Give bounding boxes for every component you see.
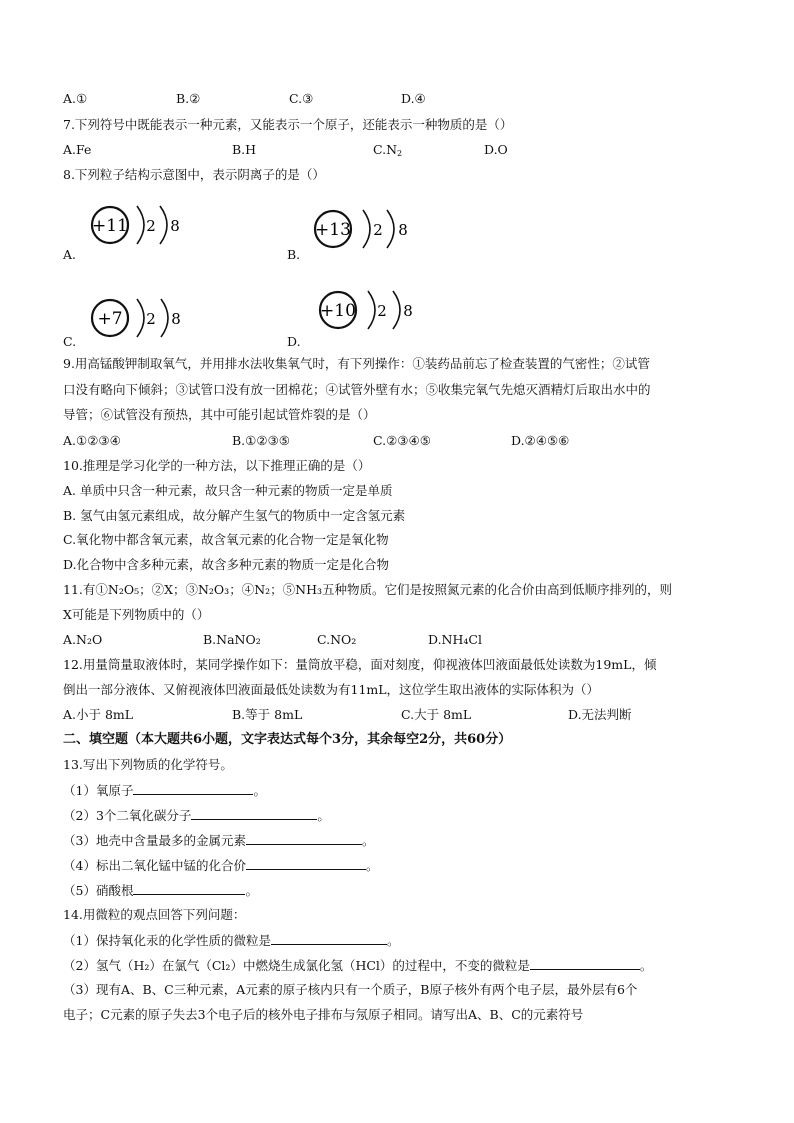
q6-option-b: B.②: [176, 91, 201, 106]
q10-option-b: B. 氢气由氢元素组成，故分解产生氢气的物质中一定含氢元素: [63, 508, 406, 523]
q11-line-2: X可能是下列物质中的（）: [63, 607, 210, 622]
shell-electron-count: 2: [146, 217, 156, 235]
q11-option-c: C.NO₂: [317, 632, 357, 647]
q7-option-c: $C.N_2$: [373, 142, 403, 158]
q14-item-1: （1）保持氧化汞的化学性质的微粒是 。: [63, 933, 400, 948]
q9-option-b: B.①②③⑤: [232, 433, 290, 448]
answer-blank[interactable]: [191, 806, 317, 820]
q7-option-a: A.Fe: [63, 142, 92, 157]
q9-line-1: 9.用高锰酸钾制取氧气，并用排水法收集氧气时，有下列操作：①装药品前忘了检查装置的气密性；②试管: [63, 356, 650, 371]
q10-option-a: A. 单质中只含一种元素，故只含一种元素的物质一定是单质: [63, 483, 393, 498]
q14-item-3-line-1: （3）现有A、B、C三种元素，A元素的原子核内只有一个质子，B原子核外有两个电子层，最外层有6个: [63, 982, 638, 997]
q12-option-a: A.小于 8mL: [63, 707, 134, 722]
q8-diagram-b-label: B.: [287, 247, 301, 262]
shell-electron-count: 2: [146, 310, 156, 328]
q12-line-2: 倒出一部分液体、又俯视液体凹液面最低处读数为有11mL，这位学生取出液体的实际体积为（）: [63, 682, 600, 697]
q10-stem: 10.推理是学习化学的一种方法，以下推理正确的是（）: [63, 458, 371, 473]
q9-option-d: D.②④⑤⑥: [511, 433, 570, 448]
shell-electron-count: 2: [377, 302, 387, 320]
q8-diagram-c-label: C.: [63, 334, 77, 349]
q13-item-2: （2）3个二氧化碳分子 。: [63, 808, 330, 823]
electron-shell-arc: [363, 210, 370, 248]
q13-item-3: （3）地壳中含量最多的金属元素 。: [63, 833, 375, 848]
electron-shell-arc: [387, 210, 394, 248]
q13-item-4: （4）标出二氧化锰中锰的化合价 。: [63, 858, 379, 873]
shell-electron-count: 8: [398, 221, 408, 239]
electron-shell-arc: [161, 299, 168, 337]
nucleus-charge: +10: [320, 301, 356, 321]
electron-shell-arc: [368, 291, 375, 329]
q9-option-a: A.①②③④: [63, 433, 121, 448]
answer-blank[interactable]: [133, 881, 245, 895]
q11-option-a: A.N₂O: [63, 632, 103, 647]
q6-option-d: D.④: [401, 91, 426, 106]
nucleus-charge: +13: [315, 220, 351, 240]
atom-diagram-b: [308, 204, 418, 254]
nucleus-charge: +7: [97, 309, 123, 329]
q12-option-b: B.等于 8mL: [232, 707, 303, 722]
q13-stem: 13.写出下列物质的化学符号。: [63, 757, 233, 772]
q8-diagram-d-label: D.: [287, 334, 301, 349]
shell-electron-count: 8: [170, 217, 180, 235]
q7-option-b: B.H: [232, 142, 257, 157]
q14-stem: 14.用微粒的观点回答下列问题：: [63, 907, 246, 922]
electron-shell-arc: [393, 291, 400, 329]
q10-option-d: D.化合物中含多种元素，故含多种元素的物质一定是化合物: [63, 557, 390, 572]
answer-blank[interactable]: [530, 956, 640, 970]
nucleus-charge: +11: [92, 216, 128, 236]
q12-line-1: 12.用量筒量取液体时，某同学操作如下：量筒放平稳，面对刻度，仰视液体凹液面最低处读数为19mL，倾: [63, 657, 657, 672]
answer-blank[interactable]: [246, 831, 362, 845]
q11-option-b: B.NaNO₂: [203, 632, 261, 647]
electron-shell-arc: [160, 206, 167, 244]
atom-diagram-c: [85, 293, 195, 343]
electron-shell-arc: [137, 206, 144, 244]
q12-option-d: D.无法判断: [568, 707, 632, 722]
q11-line-1: 11.有①N₂O₅；②X；③N₂O₃；④N₂；⑤NH₃五种物质。它们是按照氮元素的化合价由高到低顺序排列的，则: [63, 582, 672, 597]
q11-option-d: D.NH₄Cl: [428, 632, 482, 647]
q14-item-2: （2）氢气（H₂）在氯气（Cl₂）中燃烧生成氯化氢（HCl）的过程中，不变的微粒是 。: [63, 958, 653, 973]
q6-option-c: C.③: [289, 91, 314, 106]
answer-blank[interactable]: [133, 781, 253, 795]
q14-item-3-line-2: 电子；C元素的原子失去3个电子后的核外电子排布与氖原子相同。请写出A、B、C的元素符号: [63, 1007, 584, 1022]
q12-option-c: C.大于 8mL: [401, 707, 472, 722]
q7-stem: 7.下列符号中既能表示一种元素，又能表示一个原子，还能表示一种物质的是（）: [63, 117, 513, 132]
shell-electron-count: 2: [373, 221, 383, 239]
q9-line-3: 导管；⑥试管没有预热，其中可能引起试管炸裂的是（）: [63, 407, 376, 422]
q13-item-5: （5）硝酸根 。: [63, 883, 258, 898]
q9-option-c: C.②③④⑤: [373, 433, 431, 448]
q6-option-a: A.①: [63, 91, 88, 106]
q7-option-d: D.O: [484, 142, 508, 157]
electron-shell-arc: [137, 299, 144, 337]
q13-item-1: （1）氧原子 。: [63, 783, 266, 798]
shell-electron-count: 8: [171, 310, 181, 328]
shell-electron-count: 8: [403, 302, 413, 320]
atom-diagram-a: [85, 200, 195, 250]
section-2-heading: 二、填空题（本大题共6小题，文字表达式每个3分，其余每空2分，共60分）: [63, 732, 512, 747]
q8-diagram-a-label: A.: [63, 247, 77, 262]
q10-option-c: C.氧化物中都含氧元素，故含氧元素的化合物一定是氧化物: [63, 532, 389, 547]
atom-diagram-d: [313, 285, 423, 335]
q9-line-2: 口没有略向下倾斜；③试管口没有放一团棉花；④试管外壁有水；⑤收集完氧气先熄灭酒精灯后取出水中的: [63, 382, 651, 397]
answer-blank[interactable]: [271, 931, 387, 945]
answer-blank[interactable]: [246, 856, 366, 870]
q8-stem: 8.下列粒子结构示意图中，表示阴离子的是（）: [63, 167, 325, 182]
